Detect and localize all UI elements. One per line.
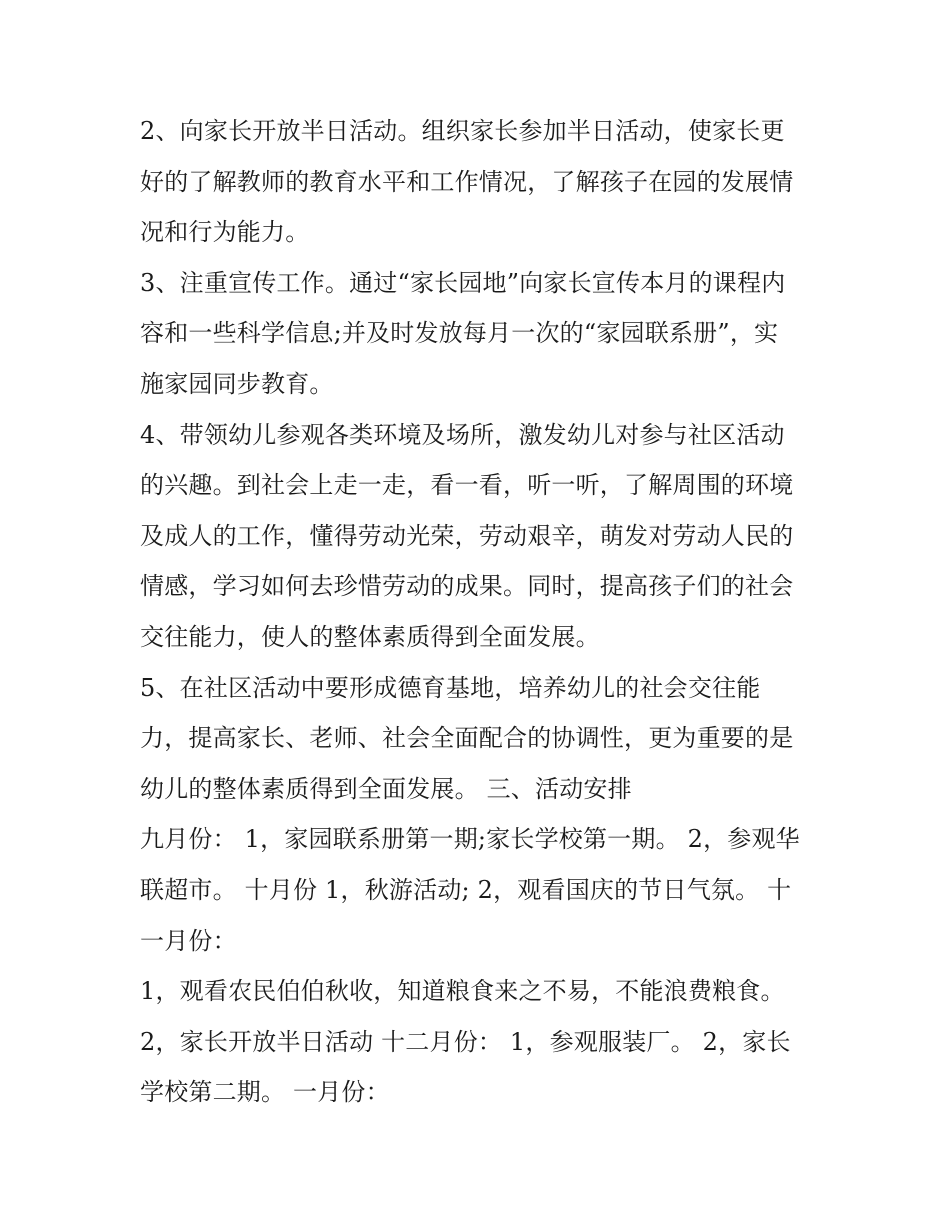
text-line: 学校第二期。 一月份： (140, 1078, 390, 1107)
text-line: 交往能力，使人的整体素质得到全面发展。 (140, 622, 600, 651)
text-line: 施家园同步教育。 (140, 369, 334, 398)
text-line: 情感，学习如何去珍惜劳动的成果。同时，提高孩子们的社会 (140, 572, 794, 601)
text-line: 4、带领幼儿参观各类环境及场所，激发幼儿对参与社区活动 (140, 420, 785, 449)
text-line: 好的了解教师的教育水平和工作情况，了解孩子在园的发展情 (140, 167, 794, 196)
text-line: 3、注重宣传工作。通过“家长园地”向家长宣传本月的课程内 (140, 268, 786, 297)
text-line: 九月份： 1，家园联系册第一期;家长学校第一期。 2，参观华 (140, 825, 800, 854)
text-line: 1，观看农民伯伯秋收，知道粮食来之不易，不能浪费粮食。 (140, 977, 785, 1006)
text-line: 一月份： (140, 926, 237, 955)
text-line: 力，提高家长、老师、社会全面配合的协调性，更为重要的是 (140, 724, 794, 753)
text-line: 况和行为能力。 (140, 218, 310, 247)
text-line: 容和一些科学信息;并及时发放每月一次的“家园联系册”，实 (140, 319, 779, 348)
text-line: 联超市。 十月份 1，秋游活动; 2，观看国庆的节日气氛。 十 (140, 875, 792, 904)
text-line: 5、在社区活动中要形成德育基地，培养幼儿的社会交往能 (140, 673, 761, 702)
text-line: 及成人的工作，懂得劳动光荣，劳动艰辛，萌发对劳动人民的 (140, 521, 794, 550)
document-body (140, 106, 820, 1118)
text-line: 2，家长开放半日活动 十二月份： 1，参观服装厂。 2，家长 (140, 1027, 791, 1056)
text-line: 2、向家长开放半日活动。组织家长参加半日活动，使家长更 (140, 117, 785, 145)
text-line: 的兴趣。到社会上走一走，看一看，听一听，了解周围的环境 (140, 471, 794, 500)
text-line: 幼儿的整体素质得到全面发展。 三、活动安排 (140, 774, 632, 803)
